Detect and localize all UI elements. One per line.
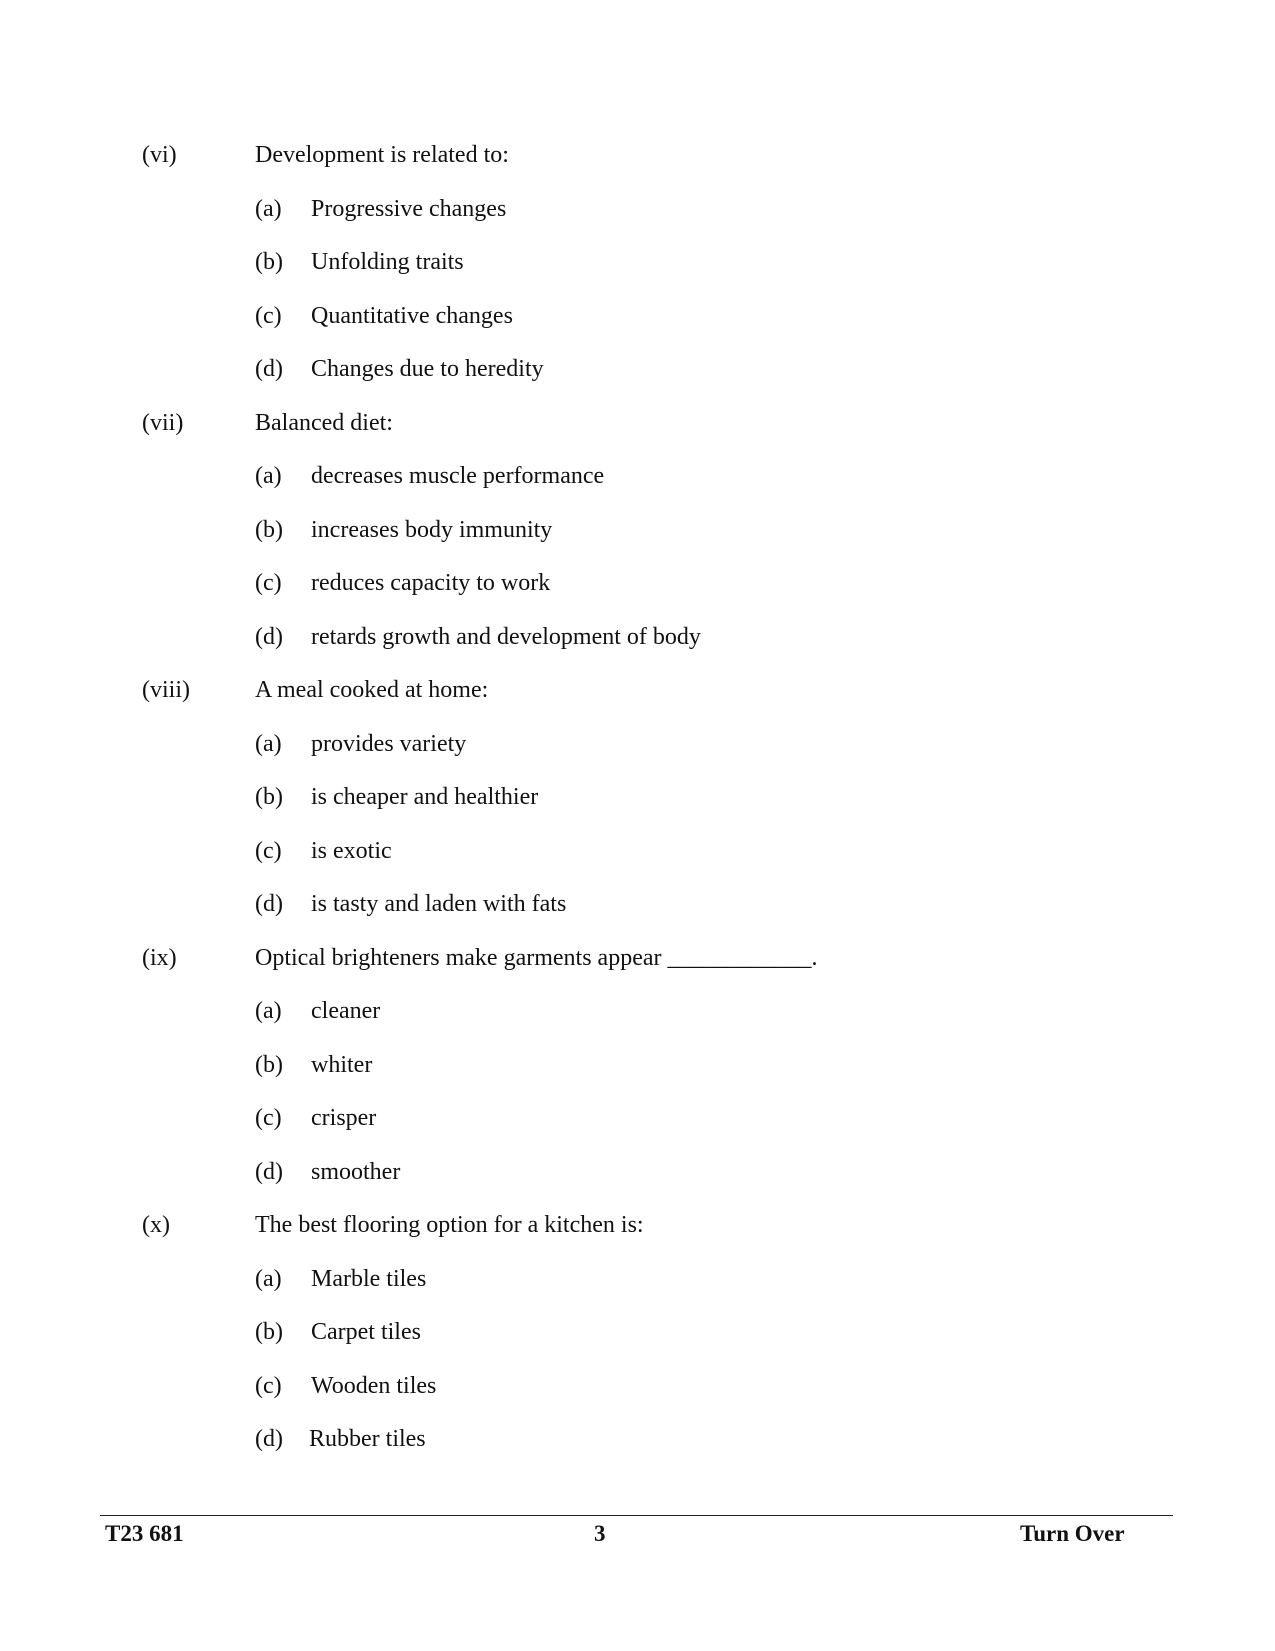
option-a [0,461,1275,515]
option-b [0,1317,1275,1371]
question-number: (x) [142,1212,170,1238]
option-text: Carpet tiles [311,1319,421,1345]
option-b [0,782,1275,836]
question-text: The best flooring option for a kitchen is: [255,1212,644,1238]
option-text: retards growth and development of body [311,623,701,650]
option-label: (c) [255,837,282,864]
question-row [0,408,1275,462]
option-text: provides variety [311,730,467,757]
question-number: (vii) [142,409,184,436]
option-label: (b) [255,1051,283,1078]
question-text: A meal cooked at home: [255,677,489,703]
option-c [0,301,1275,355]
turn-over-label: Turn Over [1020,1521,1125,1546]
option-text: Quantitative changes [311,302,513,329]
option-b [0,247,1275,301]
question-ix [0,943,1275,1211]
option-d [0,1157,1275,1211]
question-text: Balanced diet: [255,409,393,436]
option-label: (c) [255,302,282,329]
question-text: Optical brighteners make garments appear ____________. [255,944,818,971]
question-row [0,1210,1275,1264]
option-label: (b) [255,249,283,275]
option-label: (a) [255,730,282,757]
question-number: (ix) [142,944,177,971]
option-b [0,515,1275,569]
option-text: crisper [311,1105,377,1131]
page-number: 3 [594,1521,606,1546]
option-text: Changes due to heredity [311,356,544,382]
option-a [0,1264,1275,1318]
option-text: whiter [311,1051,373,1078]
question-number: (viii) [142,677,190,703]
question-vii [0,408,1275,676]
option-d [0,889,1275,943]
option-label: (d) [255,623,283,650]
option-text: Marble tiles [311,1265,427,1292]
option-a [0,996,1275,1050]
question-list [0,140,1275,1478]
question-row [0,675,1275,729]
option-label: (d) [255,1426,283,1452]
option-text: is cheaper and healthier [311,784,539,810]
option-text: Progressive changes [311,195,507,222]
option-label: (c) [255,570,282,596]
option-label: (a) [255,195,282,222]
option-d [0,1424,1275,1478]
option-label: (b) [255,784,283,810]
option-b [0,1050,1275,1104]
question-text: Development is related to: [255,142,509,168]
option-text: smoother [311,1158,401,1185]
option-label: (c) [255,1372,282,1399]
question-row [0,140,1275,194]
option-text: decreases muscle performance [311,463,605,489]
option-text: Wooden tiles [311,1372,437,1399]
option-c [0,1103,1275,1157]
option-label: (d) [255,891,283,917]
question-vi [0,140,1275,408]
option-text: Rubber tiles [309,1426,426,1452]
paper-code: T23 681 [105,1521,184,1546]
option-label: (a) [255,998,282,1024]
option-label: (b) [255,516,283,543]
option-label: (a) [255,463,282,489]
option-label: (b) [255,1319,283,1345]
question-x [0,1210,1275,1478]
question-row [0,943,1275,997]
option-text: is exotic [311,837,392,864]
question-number: (vi) [142,142,177,168]
option-d [0,354,1275,408]
option-c [0,836,1275,890]
question-viii [0,675,1275,943]
option-text: cleaner [311,998,381,1024]
option-label: (a) [255,1265,282,1292]
option-a [0,194,1275,248]
option-a [0,729,1275,783]
option-d [0,622,1275,676]
option-label: (c) [255,1105,282,1131]
option-label: (d) [255,356,283,382]
option-text: reduces capacity to work [311,570,551,596]
option-text: Unfolding traits [311,249,464,275]
option-c [0,568,1275,622]
option-text: increases body immunity [311,516,553,543]
option-label: (d) [255,1158,283,1185]
footer-divider [100,1515,1173,1516]
option-text: is tasty and laden with fats [311,891,567,917]
option-c [0,1371,1275,1425]
